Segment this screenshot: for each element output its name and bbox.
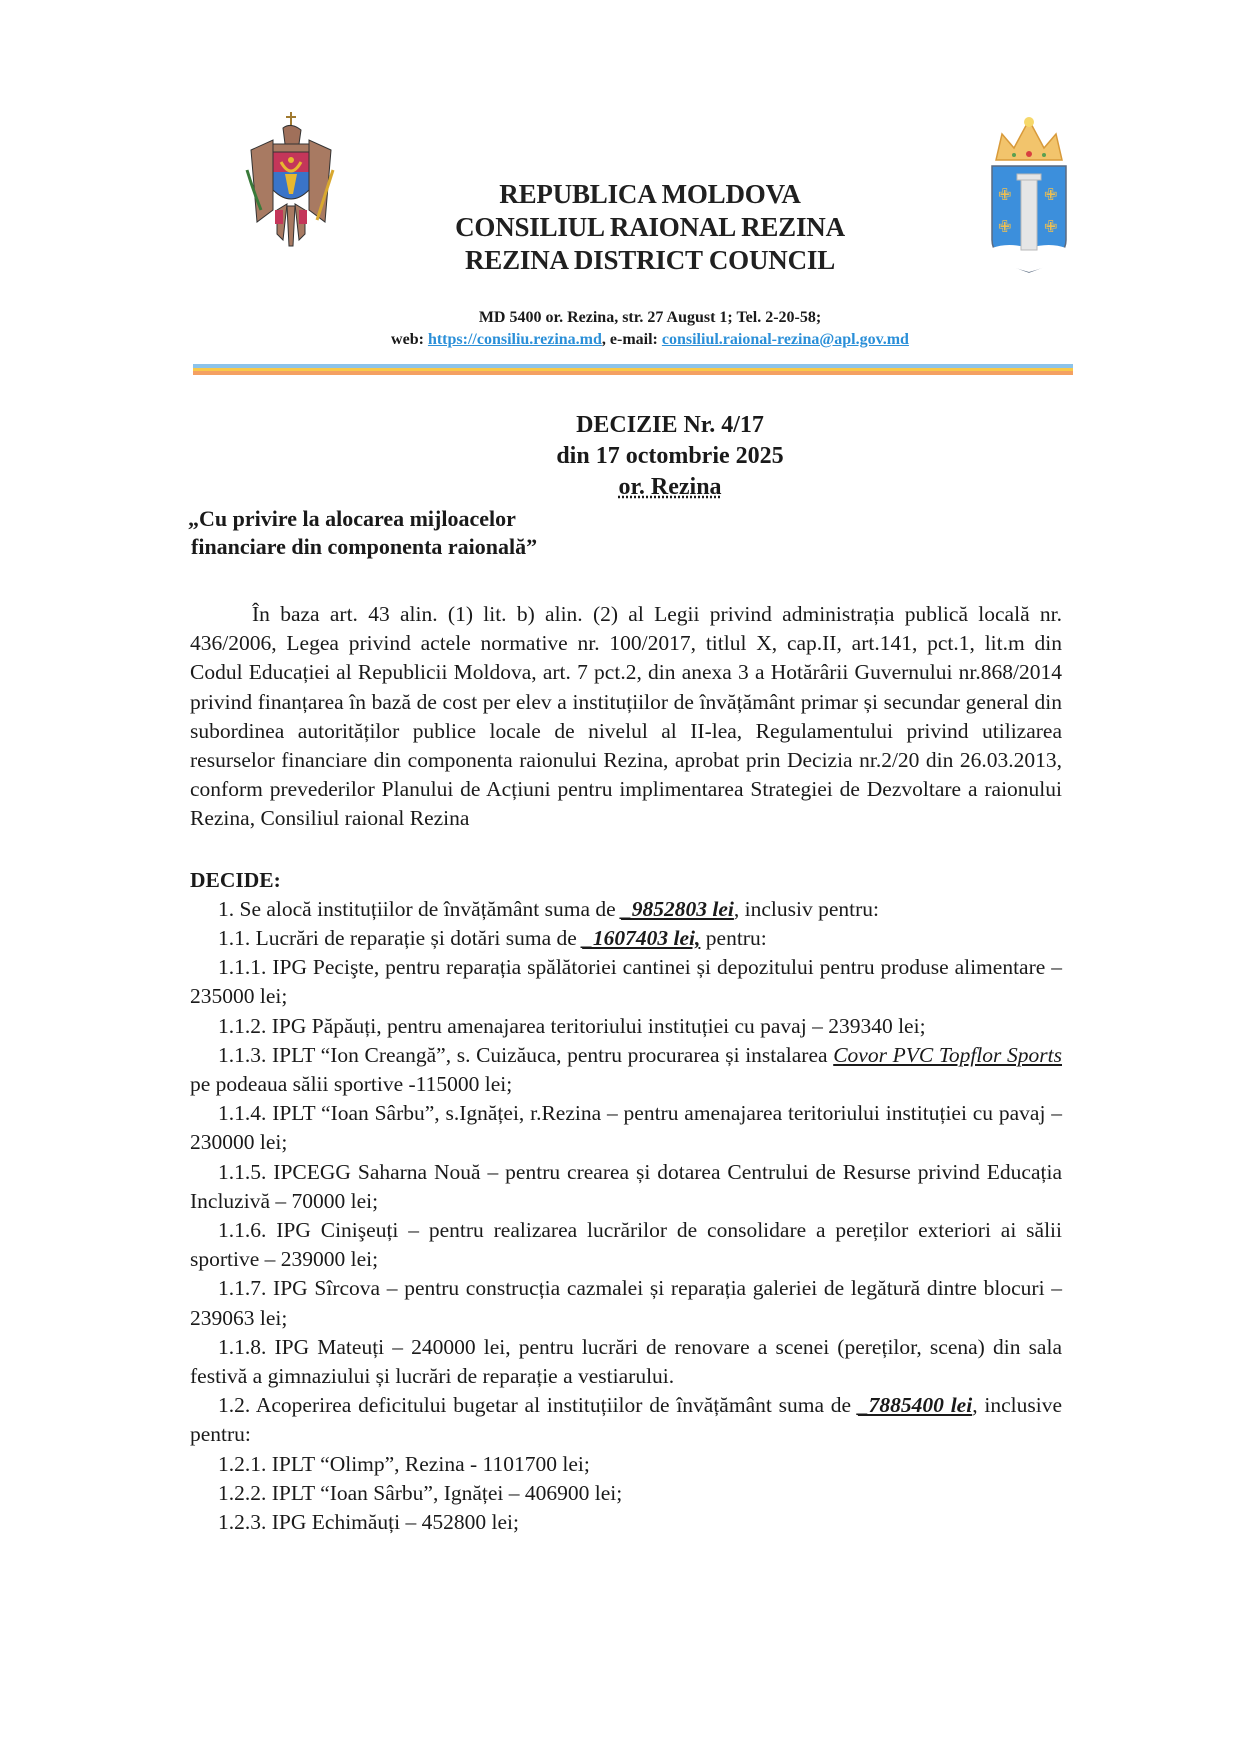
email-link[interactable]: consiliul.raional-rezina@apl.gov.md bbox=[661, 331, 909, 348]
decision-subject bbox=[188, 505, 537, 561]
moldova-coat-of-arms-icon bbox=[243, 110, 339, 248]
decide-heading: DECIDE: bbox=[190, 867, 281, 892]
decision-place: or. Rezina bbox=[618, 474, 722, 500]
decision-header bbox=[440, 410, 900, 503]
item-1-2-1: 1.2.1. IPLT “Olimp”, Rezina - 1101700 lei; bbox=[218, 1451, 590, 1476]
item-1-1-4: 1.1.4. IPLT “Ioan Sârbu”, s.Ignăței, r.Rezina – pentru amenajarea teritoriului instituției cu pavaj – 230000 lei; bbox=[190, 1101, 1062, 1155]
rezina-district-coat-of-arms-icon bbox=[988, 112, 1070, 274]
deficit-amount: _7885400 lei bbox=[857, 1393, 973, 1418]
item-1-1-3: 1.1.3. IPLT “Ion Creangă”, s. Cuizăuca, pentru procurarea și instalarea Covor PVC Topflor Sports pe podeaua sălii sportive -115000 lei; bbox=[190, 1042, 1062, 1097]
country-title: REPUBLICA MOLDOVA bbox=[499, 179, 801, 209]
svg-text:✙: ✙ bbox=[998, 185, 1012, 204]
product-name: Covor PVC Topflor Sports bbox=[833, 1042, 1062, 1067]
repairs-amount: _1607403 lei, bbox=[582, 926, 701, 951]
email-label: , e-mail: bbox=[601, 331, 658, 348]
council-title-en: REZINA DISTRICT COUNCIL bbox=[465, 245, 835, 275]
item-1-2-3: 1.2.3. IPG Echimăuți – 452800 lei; bbox=[218, 1510, 519, 1535]
decision-body bbox=[190, 600, 1062, 1537]
item-1-2: 1.2. Acoperirea deficitului bugetar al instituțiilor de învățământ suma de _7885400 lei, inclusive pentru: bbox=[190, 1393, 1062, 1447]
address: MD 5400 or. Rezina, str. 27 August 1; Tel. 2-20-58; bbox=[478, 309, 822, 326]
subject-line-1: „Cu privire la alocarea mijloacelor bbox=[188, 506, 516, 531]
subject-line-2: financiare din componenta raională” bbox=[191, 534, 538, 559]
item-1-1-8: 1.1.8. IPG Mateuți – 240000 lei, pentru lucrări de renovare a scenei (pereților, scena) din sala festivă a gimnaziului și lucrări de reparație a vestiarului. bbox=[190, 1334, 1062, 1389]
item-1: 1. Se alocă instituțiilor de învățământ suma de _9852803 lei, inclusiv pentru: bbox=[218, 896, 880, 921]
web-label: web: bbox=[391, 331, 424, 348]
item-1-2-2: 1.2.2. IPLT “Ioan Sârbu”, Ignăței – 406900 lei; bbox=[218, 1480, 623, 1505]
item-1-1-6: 1.1.6. IPG Cinişeuți – pentru realizarea lucrărilor de consolidare a pereților exteriori ai sălii sportive – 239000 lei; bbox=[190, 1218, 1062, 1272]
contact-info bbox=[280, 307, 1020, 351]
header-rule-orange bbox=[193, 371, 1073, 375]
total-amount: _9852803 lei bbox=[621, 896, 734, 921]
svg-text:✙: ✙ bbox=[998, 217, 1012, 236]
svg-text:✙: ✙ bbox=[1044, 185, 1058, 204]
item-1-1-7: 1.1.7. IPG Sîrcova – pentru construcția cazmalei și reparația galeriei de legătură dintre blocuri – 239063 lei; bbox=[190, 1276, 1062, 1330]
header-titles bbox=[420, 178, 880, 277]
preamble: În baza art. 43 alin. (1) lit. b) alin. (2) al Legii privind administrația publică locală nr. 436/2006, Legea privind actele normative nr. 100/2017, titlul X, cap.II, art.141, pct.1, lit.m din Codul Educației al Republicii Moldova, art. 7 pct.2, din anexa 3 a Hotărârii Guvernului nr.868/2014 privind finanțarea în bază de cost per elev a instituțiilor de învățământ primar și secundar general din subordinea autorităților publice locale de nivelul al II-lea, Regulamentului privind utilizarea resurselor financiare din componenta raionului Rezina, aprobat prin Decizia nr.2/20 din 26.03.2013, conform prevederilor Planului de Acțiuni pentru implimentarea Strategiei de Dezvoltare a raionului Rezina, Consiliul raional Rezina bbox=[190, 602, 1062, 831]
item-1-1-2: 1.1.2. IPG Păpăuți, pentru amenajarea teritoriului instituției cu pavaj – 239340 lei; bbox=[218, 1013, 926, 1038]
svg-text:✙: ✙ bbox=[1044, 217, 1058, 236]
decision-date: din 17 octombrie 2025 bbox=[556, 443, 784, 469]
item-1-1: 1.1. Lucrări de reparație și dotări suma de _1607403 lei, pentru: bbox=[218, 926, 767, 951]
decision-number: DECIZIE Nr. 4/17 bbox=[576, 412, 764, 438]
website-link[interactable]: https://consiliu.rezina.md bbox=[427, 331, 602, 348]
item-1-1-5: 1.1.5. IPCEGG Saharna Nouă – pentru crearea și dotarea Centrului de Resurse privind Educația Incluzivă – 70000 lei; bbox=[190, 1159, 1062, 1213]
item-1-1-1: 1.1.1. IPG Pecişte, pentru reparația spălătoriei cantinei și depozitului pentru produse alimentare – 235000 lei; bbox=[190, 955, 1062, 1009]
council-title-ro: CONSILIUL RAIONAL REZINA bbox=[455, 212, 845, 242]
